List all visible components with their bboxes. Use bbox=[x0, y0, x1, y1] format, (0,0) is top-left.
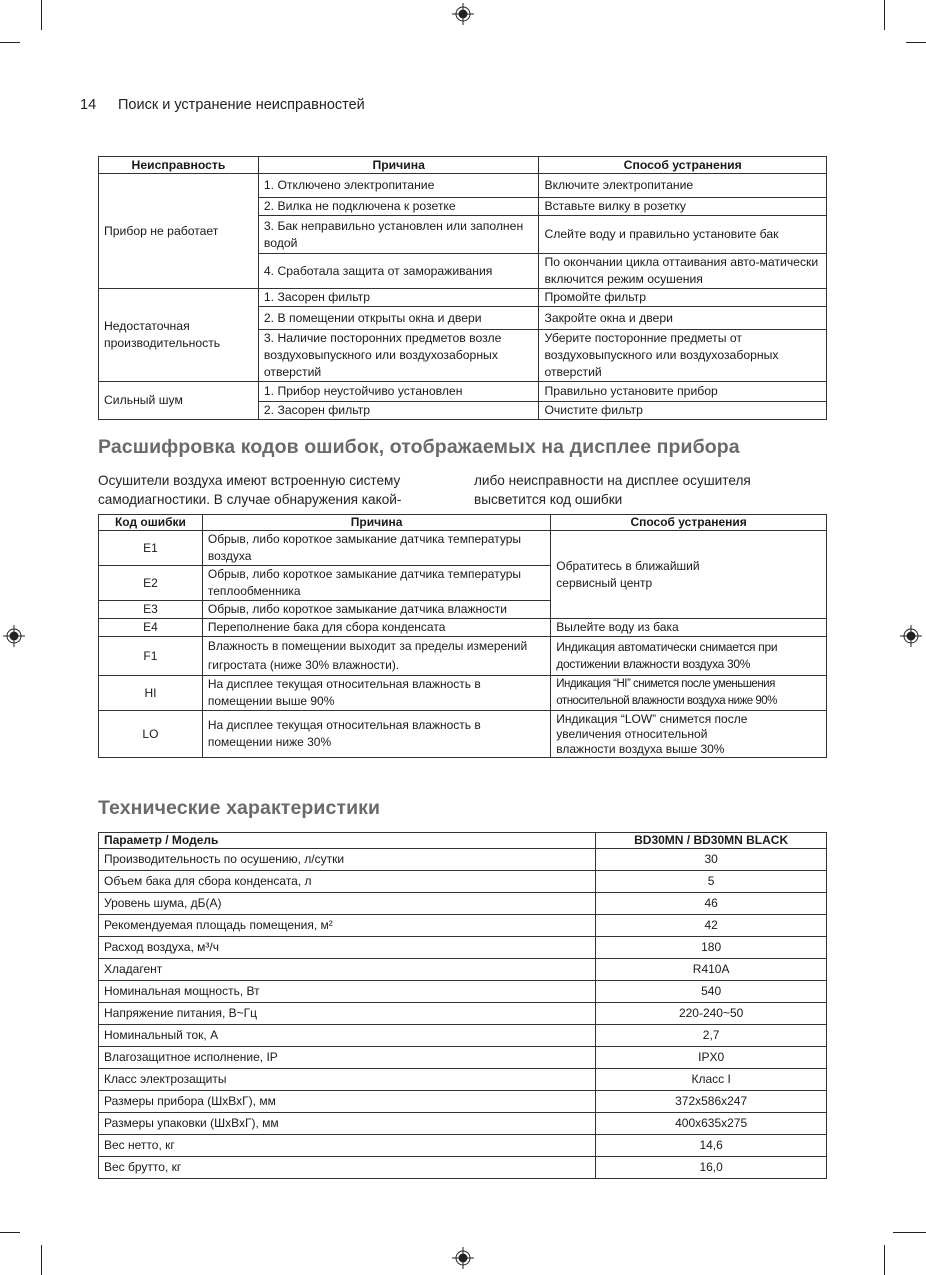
page-header bbox=[80, 97, 365, 113]
table-row bbox=[99, 711, 827, 758]
table-row bbox=[99, 959, 827, 981]
column-header: Способ устранения bbox=[539, 157, 827, 174]
cause-cell: 2. В помещении открыты окна и двери bbox=[258, 307, 539, 330]
cause-cell: Обрыв, либо короткое замыкание датчика температуры воздуха bbox=[202, 531, 550, 566]
table-row bbox=[99, 174, 827, 198]
specs-table bbox=[98, 832, 827, 1179]
table-header-row bbox=[99, 833, 827, 849]
remedy-cell: Вставьте вилку в розетку bbox=[539, 198, 827, 216]
table-row bbox=[99, 893, 827, 915]
table-row bbox=[99, 289, 827, 307]
remedy-cell: Промойте фильтр bbox=[539, 289, 827, 307]
table-header-row bbox=[99, 157, 827, 174]
table-row bbox=[99, 1025, 827, 1047]
remedy-cell: По окончании цикла оттаивания авто-матически включится режим осушения bbox=[539, 254, 827, 289]
remedy-cell: Включите электропитание bbox=[539, 174, 827, 198]
value-cell: 400x635x275 bbox=[596, 1113, 827, 1135]
table-row bbox=[99, 531, 827, 566]
remedy-cell: Правильно установите прибор bbox=[539, 382, 827, 402]
remedy-cell: Индикация автоматически снимается при достижении влажности воздуха 30% bbox=[551, 637, 827, 676]
value-cell: 220-240~50 bbox=[596, 1003, 827, 1025]
value-cell: 372x586x247 bbox=[596, 1091, 827, 1113]
value-cell: 540 bbox=[596, 981, 827, 1003]
table-row bbox=[99, 1047, 827, 1069]
registration-mark-icon bbox=[452, 1247, 474, 1269]
error-code: E2 bbox=[99, 566, 203, 601]
table-row bbox=[99, 937, 827, 959]
table-row bbox=[99, 1135, 827, 1157]
param-cell: Уровень шума, дБ(А) bbox=[99, 893, 596, 915]
remedy-cell: Вылейте воду из бака bbox=[551, 619, 827, 637]
table-row bbox=[99, 1003, 827, 1025]
cause-cell: 4. Сработала защита от замораживания bbox=[258, 254, 539, 289]
param-cell: Напряжение питания, В~Гц bbox=[99, 1003, 596, 1025]
column-header: Причина bbox=[202, 515, 550, 531]
value-cell: R410A bbox=[596, 959, 827, 981]
registration-mark-icon bbox=[452, 3, 474, 25]
fault-cell: Прибор не работает bbox=[99, 174, 259, 289]
cause-cell: 3. Наличие посторонних предметов возле воздуховыпускного или воздухозаборных отверстий bbox=[258, 330, 539, 382]
table-row bbox=[99, 637, 827, 676]
intro-text-right: либо неисправности на дисплее осушителя высветится код ошибки bbox=[474, 473, 751, 507]
column-header: Код ошибки bbox=[99, 515, 203, 531]
cause-cell: 2. Засорен фильтр bbox=[258, 402, 539, 420]
table-row bbox=[99, 382, 827, 402]
error-code: F1 bbox=[99, 637, 203, 676]
fault-cell: Сильный шум bbox=[99, 382, 259, 420]
crop-mark bbox=[884, 0, 885, 30]
param-cell: Размеры прибора (ШхВхГ), мм bbox=[99, 1091, 596, 1113]
cause-cell: 1. Засорен фильтр bbox=[258, 289, 539, 307]
param-cell: Влагозащитное исполнение, IP bbox=[99, 1047, 596, 1069]
cause-cell: 1. Отключено электропитание bbox=[258, 174, 539, 198]
remedy-cell: Слейте воду и правильно установите бак bbox=[539, 216, 827, 254]
column-header: Неисправность bbox=[99, 157, 259, 174]
error-code: E4 bbox=[99, 619, 203, 637]
value-cell: 46 bbox=[596, 893, 827, 915]
table-header-row bbox=[99, 515, 827, 531]
cause-cell: На дисплее текущая относительная влажность в помещении выше 90% bbox=[202, 676, 550, 711]
value-cell: 30 bbox=[596, 849, 827, 871]
table-row bbox=[99, 676, 827, 711]
param-cell: Производительность по осушению, л/сутки bbox=[99, 849, 596, 871]
fault-cell: Недостаточная производительность bbox=[99, 289, 259, 382]
error-codes-table bbox=[98, 514, 827, 758]
cause-cell: На дисплее текущая относительная влажность в помещении ниже 30% bbox=[202, 711, 550, 758]
cause-cell: 1. Прибор неустойчиво установлен bbox=[258, 382, 539, 402]
param-cell: Номинальный ток, А bbox=[99, 1025, 596, 1047]
remedy-cell: Индикация “LOW” снимется после увеличения относительной влажности воздуха выше 30% bbox=[551, 711, 827, 758]
crop-mark bbox=[893, 1232, 926, 1233]
table-row bbox=[99, 1113, 827, 1135]
value-cell: 16,0 bbox=[596, 1157, 827, 1179]
error-code: E3 bbox=[99, 601, 203, 619]
error-codes-heading: Расшифровка кодов ошибок, отображаемых на дисплее прибора bbox=[98, 436, 740, 458]
param-cell: Вес нетто, кг bbox=[99, 1135, 596, 1157]
column-header: Способ устранения bbox=[551, 515, 827, 531]
crop-mark bbox=[41, 0, 42, 30]
error-code: HI bbox=[99, 676, 203, 711]
column-header: BD30MN / BD30MN BLACK bbox=[596, 833, 827, 849]
param-cell: Хладагент bbox=[99, 959, 596, 981]
crop-mark bbox=[0, 1232, 20, 1233]
registration-mark-icon bbox=[3, 625, 25, 647]
page-number: 14 bbox=[80, 97, 97, 113]
table-row bbox=[99, 619, 827, 637]
value-cell: Класс I bbox=[596, 1069, 827, 1091]
param-cell: Рекомендуемая площадь помещения, м² bbox=[99, 915, 596, 937]
cause-cell: 2. Вилка не подключена к розетке bbox=[258, 198, 539, 216]
column-header: Причина bbox=[258, 157, 539, 174]
crop-mark bbox=[0, 42, 20, 43]
error-code: E1 bbox=[99, 531, 203, 566]
param-cell: Вес брутто, кг bbox=[99, 1157, 596, 1179]
crop-mark bbox=[906, 42, 926, 43]
table-row bbox=[99, 1091, 827, 1113]
crop-mark bbox=[884, 1245, 885, 1275]
remedy-cell: Индикация “HI” снимется после уменьшения относительной влажности воздуха ниже 90% bbox=[551, 676, 827, 711]
section-title: Поиск и устранение неисправностей bbox=[118, 97, 365, 113]
cause-cell: Переполнение бака для сбора конденсата bbox=[202, 619, 550, 637]
column-header: Параметр / Модель bbox=[99, 833, 596, 849]
troubleshooting-table bbox=[98, 156, 827, 420]
param-cell: Номинальная мощность, Вт bbox=[99, 981, 596, 1003]
error-code: LO bbox=[99, 711, 203, 758]
value-cell: 180 bbox=[596, 937, 827, 959]
table-row bbox=[99, 1069, 827, 1091]
table-row bbox=[99, 1157, 827, 1179]
cause-cell: Обрыв, либо короткое замыкание датчика влажности bbox=[202, 601, 550, 619]
crop-mark bbox=[41, 1245, 42, 1275]
value-cell: 2,7 bbox=[596, 1025, 827, 1047]
cause-cell: Влажность в помещении выходит за пределы измерений гигростата (ниже 30% влажности). bbox=[202, 637, 550, 676]
remedy-cell: Уберите посторонние предметы от воздуховыпускного или воздухозаборных отверстий bbox=[539, 330, 827, 382]
param-cell: Класс электрозащиты bbox=[99, 1069, 596, 1091]
specs-heading: Технические характеристики bbox=[98, 797, 381, 819]
param-cell: Размеры упаковки (ШхВхГ), мм bbox=[99, 1113, 596, 1135]
param-cell: Расход воздуха, м³/ч bbox=[99, 937, 596, 959]
param-cell: Объем бака для сбора конденсата, л bbox=[99, 871, 596, 893]
cause-cell: 3. Бак неправильно установлен или заполнен водой bbox=[258, 216, 539, 254]
registration-mark-icon bbox=[900, 625, 922, 647]
table-row bbox=[99, 981, 827, 1003]
value-cell: 42 bbox=[596, 915, 827, 937]
table-row bbox=[99, 915, 827, 937]
table-row bbox=[99, 871, 827, 893]
remedy-cell: Закройте окна и двери bbox=[539, 307, 827, 330]
cause-cell: Обрыв, либо короткое замыкание датчика температуры теплообменника bbox=[202, 566, 550, 601]
intro-text-left: Осушители воздуха имеют встроенную систему самодиагностики. В случае обнаружения какой- bbox=[98, 473, 402, 507]
remedy-cell: Обратитесь в ближайший сервисный центр bbox=[551, 531, 827, 619]
value-cell: IPX0 bbox=[596, 1047, 827, 1069]
table-row bbox=[99, 849, 827, 871]
value-cell: 14,6 bbox=[596, 1135, 827, 1157]
value-cell: 5 bbox=[596, 871, 827, 893]
remedy-cell: Очистите фильтр bbox=[539, 402, 827, 420]
